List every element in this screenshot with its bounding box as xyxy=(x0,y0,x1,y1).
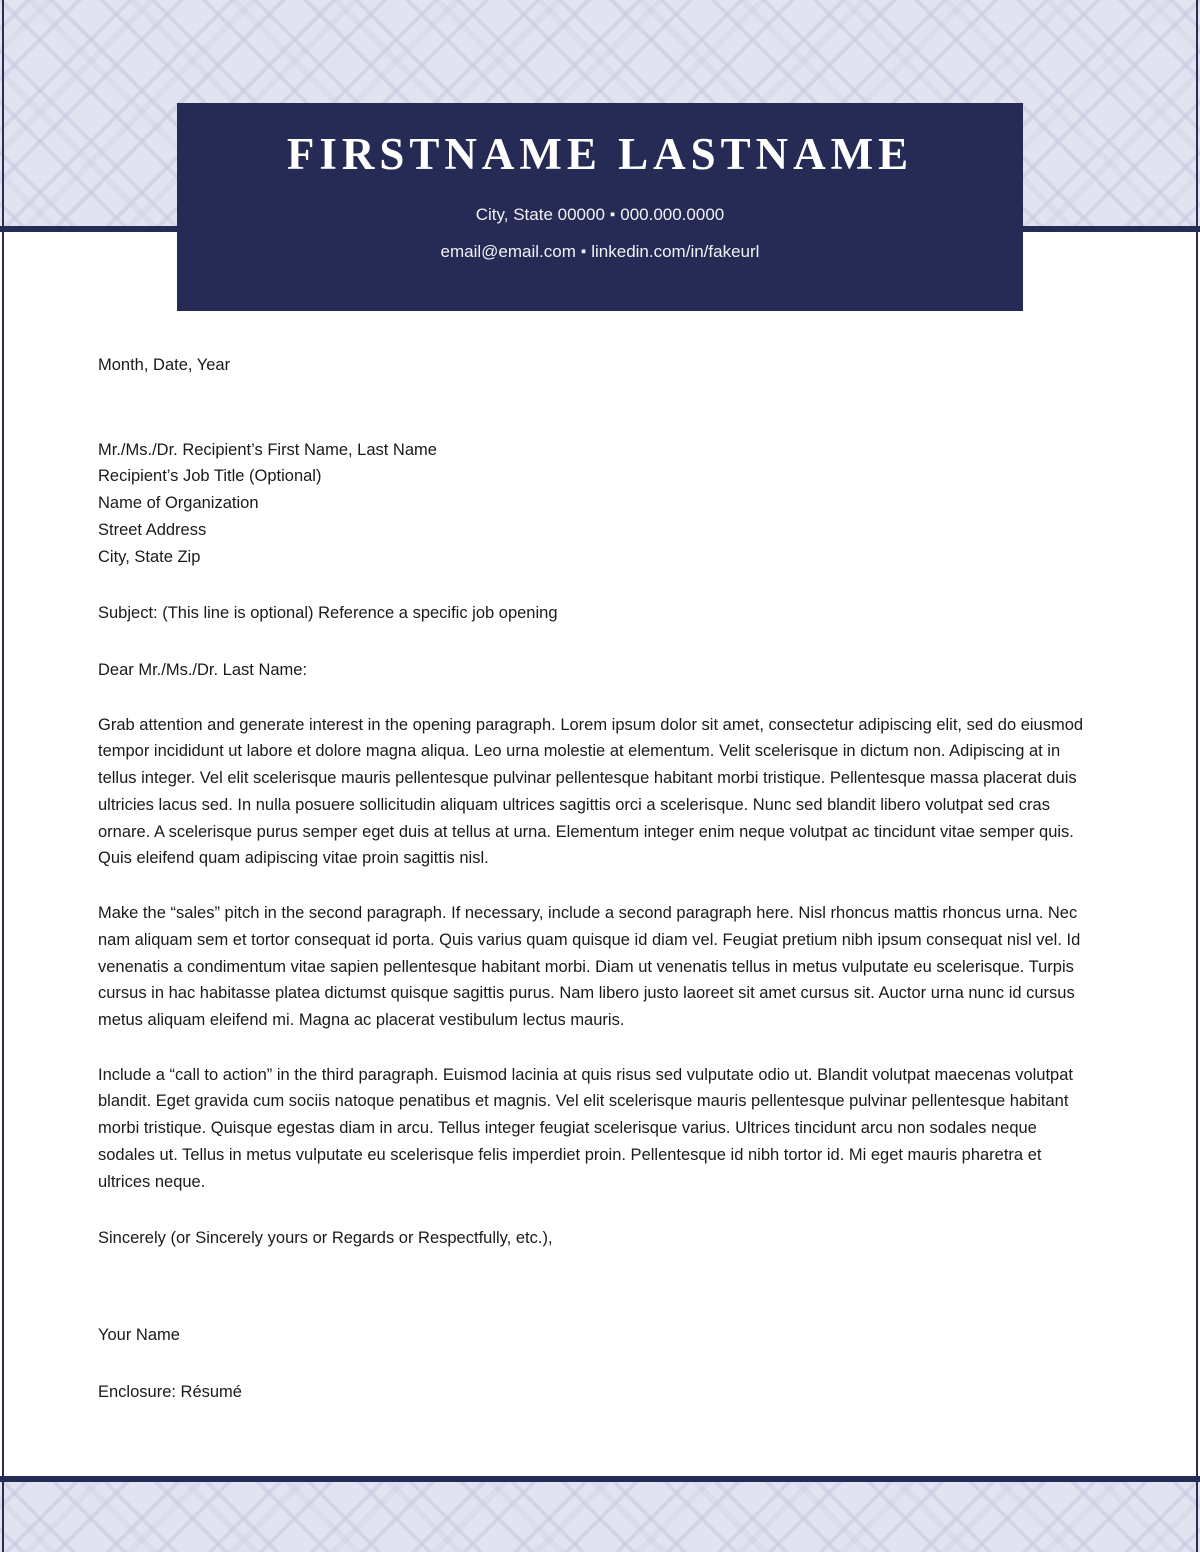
recipient-org: Name of Organization xyxy=(98,494,259,513)
contact-location: City, State 00000 xyxy=(475,204,605,224)
body-paragraph-1: Grab attention and generate interest in the opening paragraph. Lorem ipsum dolor sit amet, consectetur adipiscing elit, sed do eiusmod tempor incididunt ut labore et dolore magna aliqua. Leo urna molestie at elementum. Velit scelerisque in dictum non. Adipiscing at in tellus integer. Vel elit scelerisque mauris pellentesque pulvinar pellentesque habitant morbi tristique. Pellentesque massa placerat duis ultricies lacus sed. In nulla posuere sollicitudin aliquam ultrices sagittis orci a scelerisque. Nunc sed blandit libero volutpat sed cras ornare. A scelerisque purus semper eget duis at tellus at urna. Elementum integer enim neque volutpat ac tincidunt vitae semper quis. Quis eleifend quam adipiscing vitae proin sagittis nisl. xyxy=(98,715,1084,868)
top-right-border xyxy=(1196,0,1198,226)
contact-linkedin[interactable]: linkedin.com/in/fakeurl xyxy=(591,241,760,261)
date-line: Month, Date, Year xyxy=(98,356,231,374)
bullet-separator-icon: ▪ xyxy=(609,206,616,224)
signature-name: Your Name xyxy=(98,1325,180,1344)
subject-line: Subject: (This line is optional) Reference a specific job opening xyxy=(98,604,558,623)
body-paragraph-3: Include a “call to action” in the third paragraph. Euismod lacinia at quis risus sed vulputate odio ut. Blandit volutpat maecenas volutpat blandit. Eget gravida cum sociis natoque penatibus et magnis. Vel elit scelerisque mauris pellentesque pulvinar pellentesque habitant morbi tristique. Quisque egestas diam in arcu. Tellus integer feugiat scelerisque varius. Ultrices tincidunt arcu non sodales neque sodales ut. Tellus in metus vulputate eu scelerisque felis imperdiet proin. Pellentesque id nibh tortor id. Mi eget mauris pharetra et ultrices neque. xyxy=(98,1065,1073,1191)
bottom-left-border xyxy=(2,1482,4,1552)
bottom-right-border xyxy=(1196,1482,1198,1552)
letter-body xyxy=(98,352,1094,1405)
page-title: FIRSTNAME LASTNAME xyxy=(286,129,914,179)
enclosure-line: Enclosure: Résumé xyxy=(98,1382,242,1401)
page-right-border xyxy=(1196,232,1198,1476)
salutation-line: Dear Mr./Ms./Dr. Last Name: xyxy=(98,661,308,680)
body-paragraph-2: Make the “sales” pitch in the second paragraph. If necessary, include a second paragraph here. Nisl rhoncus mattis rhoncus urna. Nec nam aliquam sem et tortor consequat id porta. Quis varius quam quisque id diam vel. Feugiat pretium nibh ipsum consequat nisl vel. Id venenatis a condimentum vitae sapien pellentesque habitant morbi. Diam ut venenatis tellus in metus vulputate eu scelerisque. Turpis cursus in hac habitasse platea dictumst quisque sagittis purus. Nam libero justo laoreet sit amet cursus sit. Auctor urna nunc id cursus metus aliquam eleifend mi. Magna ac placerat vestibulum lectus mauris. xyxy=(98,904,1081,1029)
contact-line-location-phone xyxy=(177,180,1023,225)
contact-email[interactable]: email@email.com xyxy=(440,241,576,261)
recipient-title: Recipient’s Job Title (Optional) xyxy=(98,467,322,486)
top-left-border xyxy=(2,0,4,226)
recipient-name: Mr./Ms./Dr. Recipient’s First Name, Last Name xyxy=(98,440,437,459)
recipient-address-block xyxy=(98,437,1094,571)
contact-line-email-linkedin xyxy=(177,225,1023,262)
page-left-border xyxy=(2,232,4,1476)
letterhead-header xyxy=(177,103,1023,311)
contact-phone: 000.000.0000 xyxy=(620,204,725,224)
closing-line: Sincerely (or Sincerely yours or Regards or Respectfully, etc.), xyxy=(98,1229,553,1248)
bottom-pattern-band xyxy=(0,1482,1200,1552)
recipient-street: Street Address xyxy=(98,520,207,539)
bullet-separator-icon: ▪ xyxy=(580,243,587,261)
recipient-citystate: City, State Zip xyxy=(98,547,201,566)
